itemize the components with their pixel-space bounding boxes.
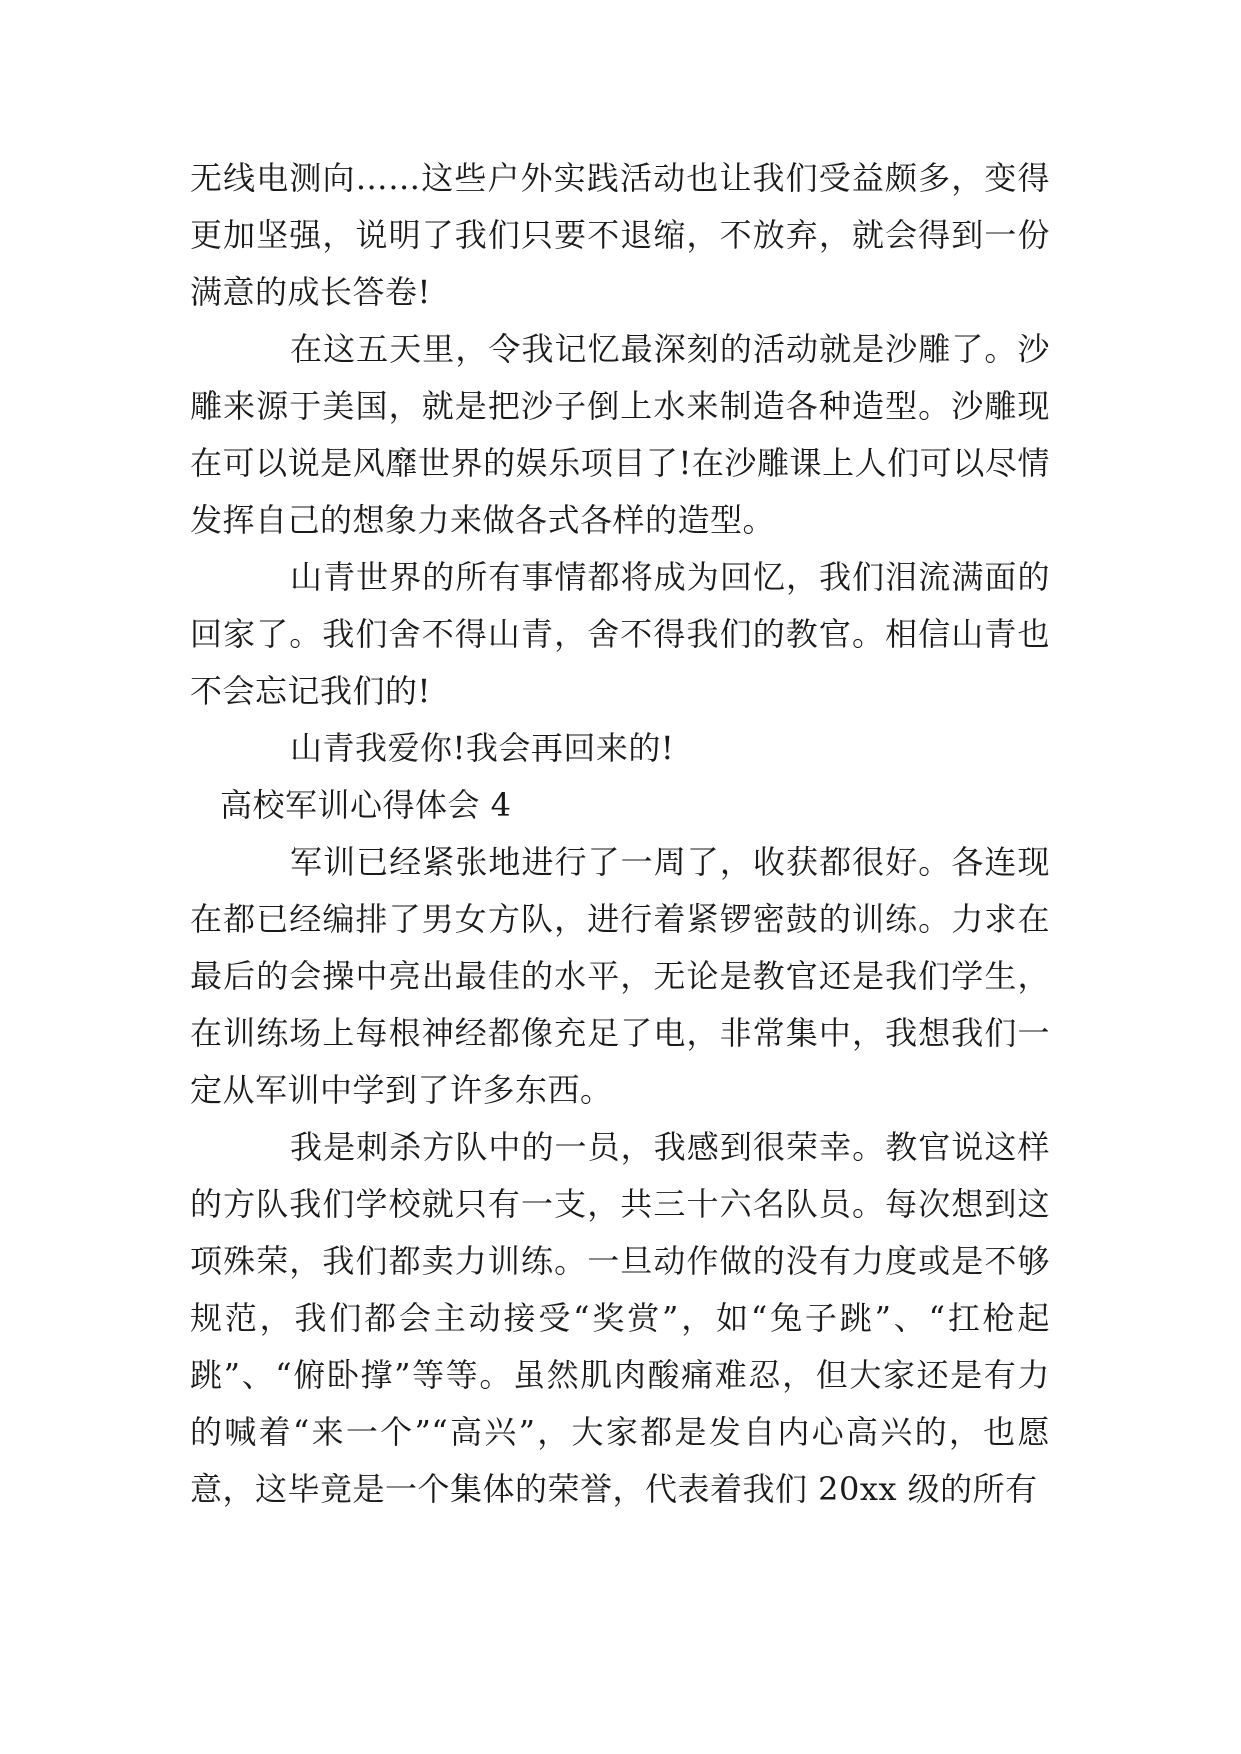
paragraph-3: 山青世界的所有事情都将成为回忆，我们泪流满面的回家了。我们舍不得山青，舍不得我们的教官。相信山青也不会忘记我们的! [190, 558, 1050, 710]
section-title: 高校军训心得体会 4 [220, 786, 512, 824]
paragraph-4: 山青我爱你!我会再回来的! [290, 729, 675, 767]
section-paragraph-2: 我是刺杀方队中的一员，我感到很荣幸。教官说这样的方队我们学校就只有一支，共三十六名队员。每次想到这项殊荣，我们都卖力训练。一旦动作做的没有力度或是不够规范，我们都会主动接受“奖赏”，如“兔子跳”、“扛枪起跳”、“俯卧撑”等等。虽然肌肉酸痛难忍，但大家还是有力的喊着“来一个”“高兴”，大家都是发自内心高兴的，也愿意，这毕竟是一个集体的荣誉，代表着我们 20xx 级的所有 [190, 1128, 1050, 1508]
document-body [190, 150, 1050, 1518]
section-paragraph-1: 军训已经紧张地进行了一周了，收获都很好。各连现在都已经编排了男女方队，进行着紧锣密鼓的训练。力求在最后的会操中亮出最佳的水平，无论是教官还是我们学生，在训练场上每根神经都像充足了电，非常集中，我想我们一定从军训中学到了许多东西。 [190, 843, 1050, 1109]
paragraph-1: 无线电测向……这些户外实践活动也让我们受益颇多，变得更加坚强，说明了我们只要不退缩，不放弃，就会得到一份满意的成长答卷! [190, 159, 1050, 311]
paragraph-2: 在这五天里，令我记忆最深刻的活动就是沙雕了。沙雕来源于美国，就是把沙子倒上水来制造各种造型。沙雕现在可以说是风靡世界的娱乐项目了!在沙雕课上人们可以尽情发挥自己的想象力来做各式各样的造型。 [190, 330, 1050, 539]
